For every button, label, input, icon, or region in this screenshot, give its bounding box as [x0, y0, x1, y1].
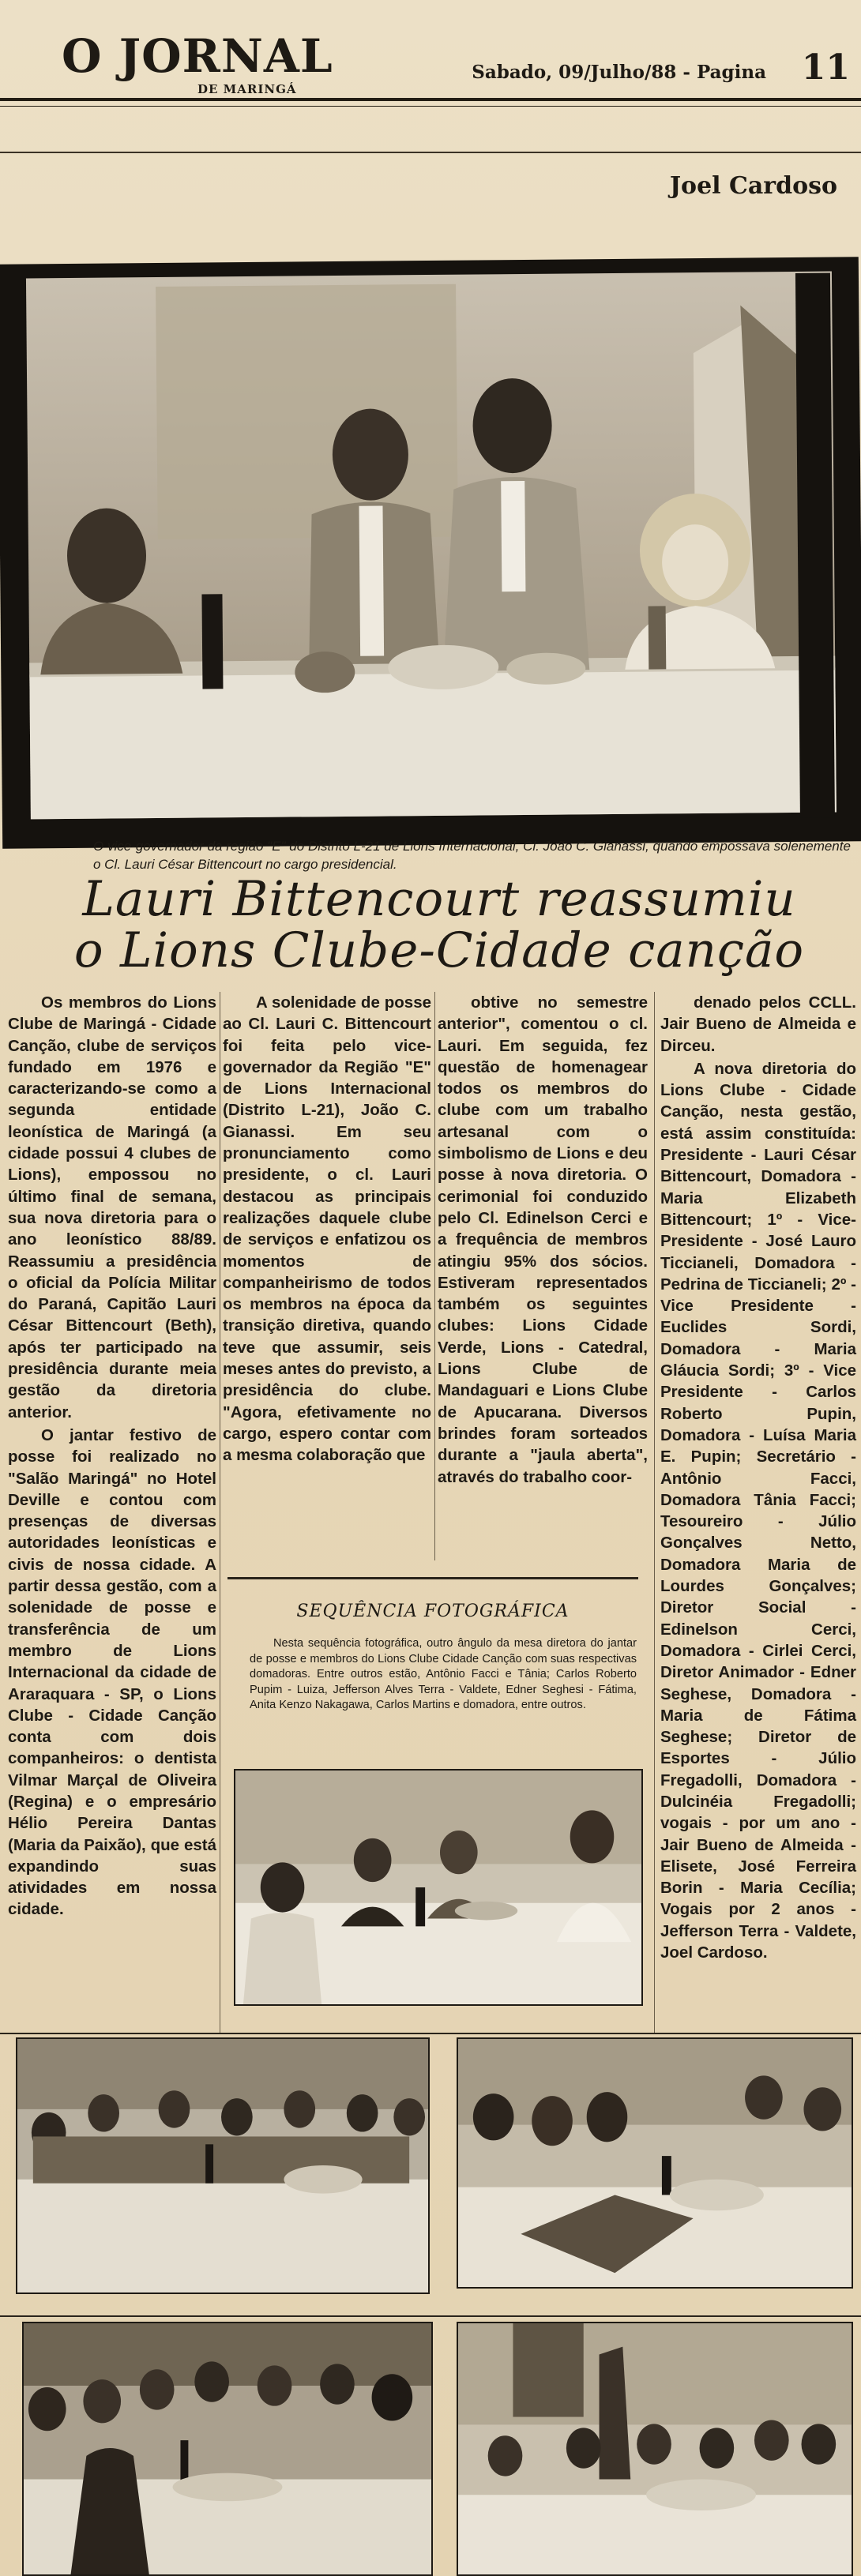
- article-column-3: [438, 992, 648, 1488]
- issue-date: Sabado, 09/Julho/88 - Pagina: [472, 62, 766, 83]
- sequence-photo-1-image: [235, 1771, 641, 2004]
- sequence-photo-5-image: [458, 2323, 852, 2574]
- column-author: Joel Cardoso: [669, 172, 837, 200]
- photo-grid-rule: [0, 2033, 861, 2034]
- sequence-photo-2: [16, 2037, 430, 2294]
- masthead-rule: [0, 98, 861, 101]
- main-photo-caption: O vice-governador da região "E" do Distrito L-21 de Lions Internacional, Cl. João C. Gianassi, quando empossava solenemente o Cl. Lauri César Bittencourt no cargo presidencial.: [93, 839, 851, 872]
- sequence-photo-2-image: [17, 2039, 428, 2292]
- article-column-4: [660, 992, 856, 1963]
- paragraph: A nova diretoria do Lions Clube - Cidade Canção, nesta gestão, está assim constituída: Presidente - Lauri César Bittencourt, Domadora - Maria Elizabeth Bittencourt; 1º - Vice-Presidente - José Lauro Ticcianeli, Domadora - Pedrina de Ticcianeli; 2º - Vice Presidente - Euclides Sordi, Domadora - Maria Gláucia Sordi; 3º - Vice Presidente - Carlos Roberto Pupin, Domadora - Luísa Maria E. Pupin; Secretário - Antônio Facci, Domadora Tânia Facci; Tesoureiro - Júlio Gonçalves Netto, Domadora Maria de Lourdes Gonçalves; Diretor Social - Edinelson Cerci, Domadora - Cirlei Cerci, Diretor Animador - Edner Seghese, Domadora - Maria de Fátima Seghese; Diretor de Esportes - Júlio Fregadolli, Domadora - Dulcinéia Fregadolli; vogais - por um ano - Jair Bueno de Almeida - Elisete, José Ferreira Borin - Maria Cecília; Vogais por 2 anos - Jefferson Terra - Valdete, Joel Cardoso.: [660, 1059, 856, 1962]
- article-column-2: [223, 992, 431, 1466]
- sequence-photo-5: [457, 2322, 853, 2576]
- column-divider: [434, 992, 435, 1560]
- headline-line-2: o Lions Clube-Cidade canção: [73, 922, 805, 978]
- headline-line-1: Lauri Bittencourt reassumiu: [82, 871, 796, 927]
- sequence-photo-4-image: [24, 2323, 431, 2574]
- paragraph: obtive no semestre anterior", comentou o cl. Lauri. Em seguida, fez questão de homenagear todos os membros do clube com um trabalho artesanal com o simbolismo de Lions e deu posse à nova diretoria. O cerimonial foi conduzido pelo Cl. Edinelson Cerci e a frequência de membros atingiu 95% dos sócios. Estiveram representados também os seguintes clubes: Lions Cidade Verde, Lions - Catedral, Lions Clube de Mandaguari e Lions Clube de Apucarana. Diversos brindes foram sorteados durante a "jaula aberta", através do trabalho coor-: [438, 993, 648, 1486]
- article-headline: [28, 873, 850, 976]
- paragraph: O jantar festivo de posse foi realizado no "Salão Maringá" no Hotel Deville e contou com presenças de diversas autoridades leonísticas e civis de nossa cidade. A partir dessa gestão, com a solenidade de posse e transferência de um membro de Lions Internacional da cidade de Araraquara - SP, o Lions Clube - Cidade Canção conta com dois companheiros: o dentista Vilmar Marçal de Oliveira (Regina) e o empresário Hélio Pereira Dantas (Maria da Paixão), que está expandindo suas atividades em nossa cidade.: [8, 1425, 216, 1919]
- sequence-rule: [227, 1577, 638, 1579]
- paragraph: denado pelos CCLL. Jair Bueno de Almeida e Dirceu.: [660, 993, 856, 1055]
- photo-sequence-title: SEQUÊNCIA FOTOGRÁFICA: [296, 1602, 570, 1621]
- masthead-rule-thin: [0, 106, 861, 107]
- paragraph: A solenidade de posse ao Cl. Lauri C. Bittencourt foi feita pelo vice-governador da Região "E" de Lions Internacional (Distrito L-21), João C. Gianassi. Em seu pronunciamento como presidente, o cl. Lauri destacou as principais realizações daquele clube de serviços e enfatizou os momentos de companheirismo de todos os membros na época da transição diretiva, quando teve que assumir, seis meses antes do previsto, a presidência do clube. "Agora, efetivamente no cargo, espero contar com a mesma colaboração que: [223, 993, 431, 1465]
- photo-sequence-caption: Nesta sequência fotográfica, outro ângulo da mesa diretora do jantar de posse e membros do Lions Clube Cidade Canção com suas respectivas domadoras. Entre outros estão, Antônio Facci e Tânia; Carlos Roberto Pupim - Luiza, Jefferson Alves Terra - Valdete, Edner Seghesi - Fátima, Anita Kenzo Nakagawa, Carlos Martins e domadora, entre outros.: [250, 1637, 637, 1711]
- column-divider: [654, 992, 655, 2034]
- photo-grid-rule: [0, 2315, 861, 2317]
- newspaper-logo-subtitle: DE MARINGÁ: [197, 82, 297, 96]
- paragraph: Os membros do Lions Clube de Maringá - Cidade Canção, clube de serviços fundado em 1976 e caracterizando-se como a segunda entidade leonística de Maringá (a cidade possui 4 clubes de Lions), empossou no último final de semana, sua nova diretoria para o ano leonístico 88/89. Reassumiu a presidência o oficial da Polícia Militar do Paraná, Capitão Lauri César Bittencourt (Beth), após ter participado na presidência durante meia gestão da diretoria anterior.: [8, 993, 216, 1421]
- sequence-photo-1: [234, 1769, 643, 2006]
- article-column-1: [8, 992, 216, 1921]
- sequence-photo-3-image: [458, 2039, 852, 2287]
- page-number: 11: [801, 47, 850, 88]
- main-photo-image: [0, 257, 861, 848]
- sequence-photo-4: [22, 2322, 433, 2576]
- main-photo: [0, 257, 861, 848]
- sequence-photo-3: [457, 2037, 853, 2289]
- masthead: [0, 0, 861, 111]
- section-rule: [0, 152, 861, 153]
- newspaper-logo: O JORNAL: [62, 29, 333, 83]
